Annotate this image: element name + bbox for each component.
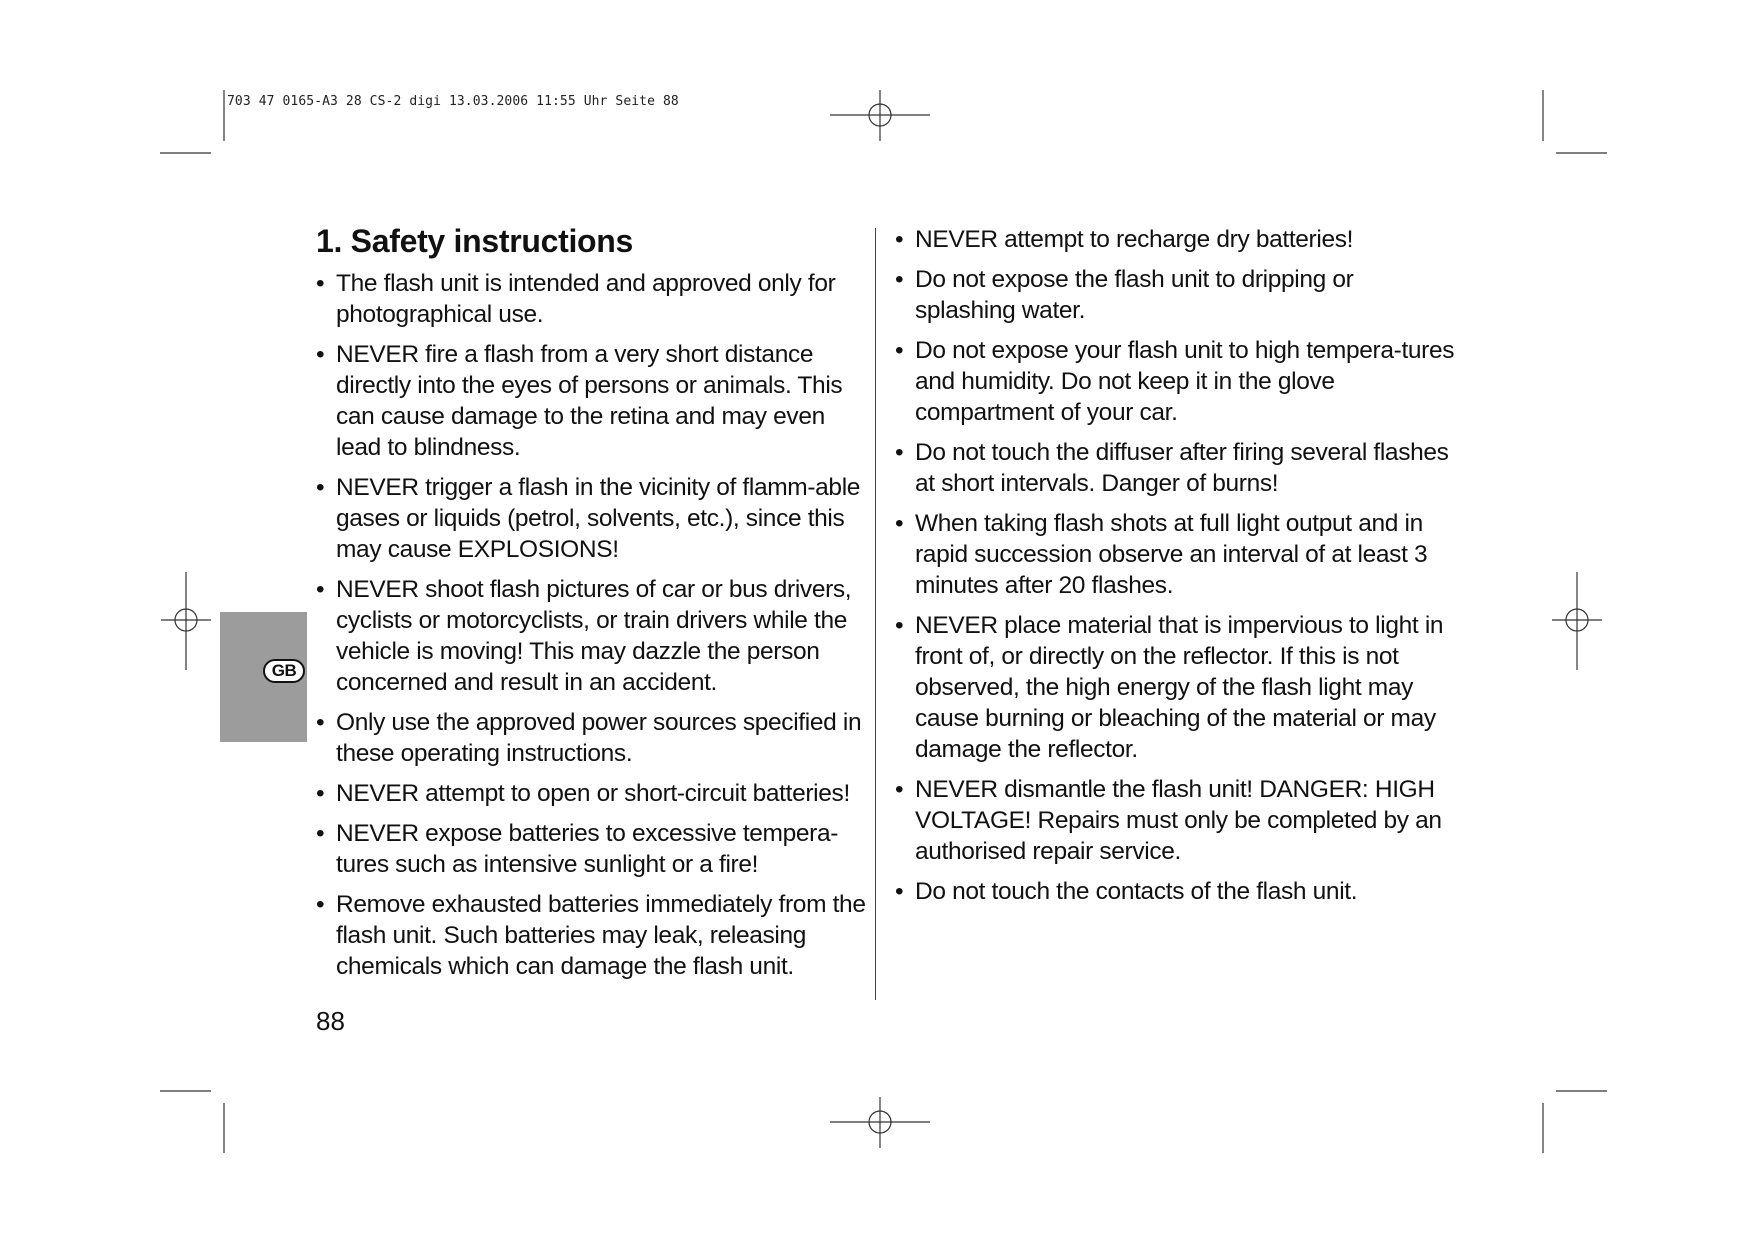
safety-item: • Do not expose the flash unit to dripping or splashing water. (895, 264, 1455, 326)
safety-item: • NEVER attempt to open or short-circuit batteries! (316, 778, 876, 809)
registration-mark-right (1552, 572, 1602, 670)
page-number: 88 (316, 1006, 345, 1036)
safety-item: • NEVER trigger a flash in the vicinity of flamm-able gases or liquids (petrol, solvents, etc.), since this may cause EXPLOSIONS! (316, 472, 876, 565)
right-column-list (895, 224, 1455, 916)
safety-item: • Remove exhausted batteries immediately from the flash unit. Such batteries may leak, releasing chemicals which can damage the flash unit. (316, 889, 876, 982)
safety-item: • When taking flash shots at full light output and in rapid succession observe an interval of at least 3 minutes after 20 flashes. (895, 508, 1455, 601)
safety-item: • NEVER expose batteries to excessive tempera-tures such as intensive sunlight or a fire! (316, 818, 876, 880)
safety-item: • Do not touch the contacts of the flash unit. (895, 876, 1455, 907)
registration-mark-bottom (830, 1097, 930, 1148)
language-badge: GB (263, 659, 305, 683)
safety-item: • NEVER place material that is impervious to light in front of, or directly on the reflector. If this is not observed, the high energy of the flash light may cause burning or bleaching of the material or may damage the reflector. (895, 610, 1455, 765)
registration-mark-top (830, 90, 930, 141)
safety-item: • Do not expose your flash unit to high tempera-tures and humidity. Do not keep it in the glove compartment of your car. (895, 335, 1455, 428)
safety-item: • The flash unit is intended and approved only for photographical use. (316, 268, 876, 330)
column-divider (875, 228, 876, 1000)
safety-item: • NEVER dismantle the flash unit! DANGER: HIGH VOLTAGE! Repairs must only be completed by an authorised repair service. (895, 774, 1455, 867)
safety-item: • NEVER shoot flash pictures of car or bus drivers, cyclists or motorcyclists, or train drivers while the vehicle is moving! This may dazzle the person concerned and result in an accident. (316, 574, 876, 698)
safety-item: • NEVER attempt to recharge dry batteries! (895, 224, 1455, 255)
print-slug-header: 703 47 0165-A3 28 CS-2 digi 13.03.2006 11:55 Uhr Seite 88 (227, 94, 679, 109)
safety-item: • Only use the approved power sources specified in these operating instructions. (316, 707, 876, 769)
safety-item: • Do not touch the diffuser after firing several flashes at short intervals. Danger of burns! (895, 437, 1455, 499)
left-column-list (316, 268, 876, 991)
safety-item: • NEVER fire a flash from a very short distance directly into the eyes of persons or animals. This can cause damage to the retina and may even lead to blindness. (316, 339, 876, 463)
registration-mark-left (161, 572, 211, 670)
section-title: 1. Safety instructions (316, 223, 634, 259)
